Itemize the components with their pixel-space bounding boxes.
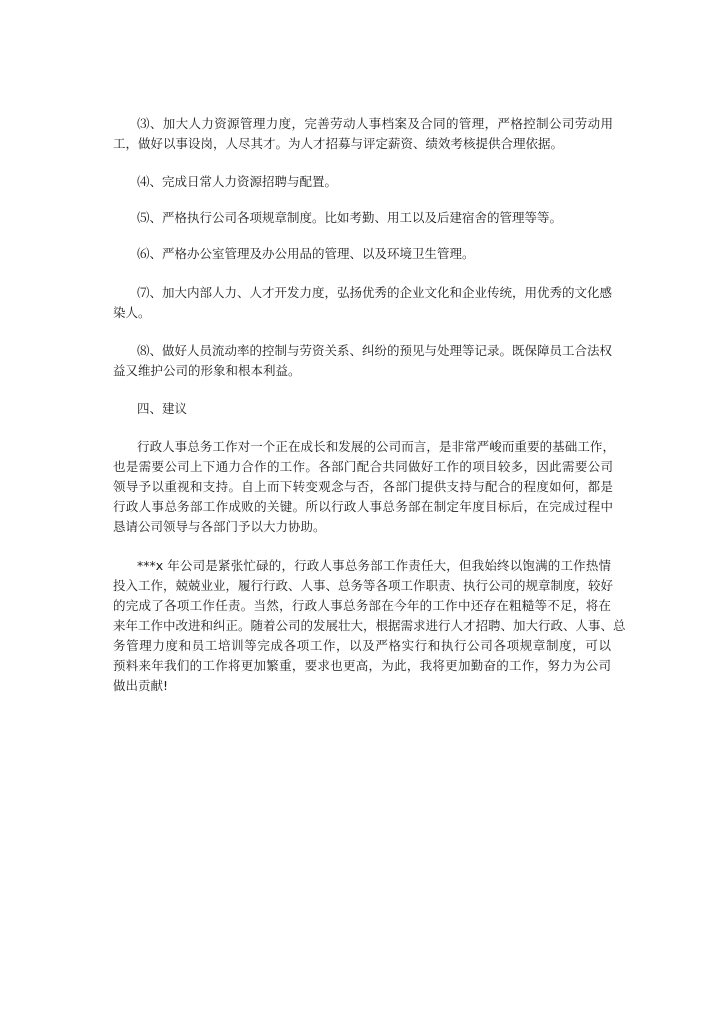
- paragraph-1-line-4: 行政人事总务部工作成败的关键。所以行政人事总务部在制定年度目标后，在完成过程中: [113, 499, 613, 514]
- item-8-line-2: 益又维护公司的形象和根本利益。: [113, 363, 301, 378]
- item-7-line-2: 染人。: [113, 305, 151, 320]
- paragraph-1-line-3: 领导予以重视和支持。自上而下转变观念与否，各部门提供支持与配合的程度如何，都是: [113, 479, 613, 494]
- paragraph-1-line-5: 恳请公司领导与各部门予以大力协助。: [113, 519, 326, 534]
- item-7-line-1: ⑺、加大内部人力、人才开发力度，弘扬优秀的企业文化和企业传统，用优秀的文化感: [137, 285, 613, 300]
- item-3-line-1: ⑶、加大人力资源管理力度，完善劳动人事档案及合同的管理，严格控制公司劳动用: [137, 116, 613, 131]
- paragraph-2-line-4: 来年工作中改进和纠正。随着公司的发展壮大，根据需求进行人才招聘、加大行政、人事、总: [113, 618, 626, 633]
- paragraph-1-line-1: 行政人事总务工作对一个正在成长和发展的公司而言，是非常严峻而重要的基础工作，: [137, 439, 615, 454]
- item-3-line-2: 工，做好以事设岗，人尽其才。为人才招募与评定薪资、绩效考核提供合理依据。: [113, 136, 564, 151]
- item-4-line-1: ⑷、完成日常人力资源招聘与配置。: [137, 174, 338, 189]
- paragraph-2-line-6: 预料来年我们的工作将更加繁重，要求也更高，为此，我将更加勤奋的工作，努力为公司: [113, 658, 611, 673]
- paragraph-2-line-1: ***x 年公司是紧张忙碌的，行政人事总务部工作责任大，但我始终以饱满的工作热情: [137, 558, 611, 573]
- paragraph-1-line-2: 也是需要公司上下通力合作的工作。各部门配合共同做好工作的项目较多，因此需要公司: [113, 459, 613, 474]
- paragraph-2-line-5: 务管理力度和员工培训等完成各项工作，以及严格实行和执行公司各项规章制度，可以: [113, 638, 611, 653]
- paragraph-2-line-7: 做出贡献!: [113, 678, 169, 693]
- item-8-line-1: ⑻、做好人员流动率的控制与劳资关系、纠纷的预见与处理等记录。既保障员工合法权: [137, 343, 613, 358]
- item-5-line-1: ⑸、严格执行公司各项规章制度。比如考勤、用工以及后建宿舍的管理等等。: [137, 210, 563, 225]
- section-heading: 四、建议: [137, 401, 188, 416]
- paragraph-2-line-3: 的完成了各项工作任责。当然，行政人事总务部在今年的工作中还存在粗糙等不足，将在: [113, 598, 611, 613]
- item-6-line-1: ⑹、严格办公室管理及办公用品的管理、以及环境卫生管理。: [137, 246, 475, 261]
- paragraph-2-line-2: 投入工作，兢兢业业，履行行政、人事、总务等各项工作职责、执行公司的规章制度，较好: [113, 578, 614, 593]
